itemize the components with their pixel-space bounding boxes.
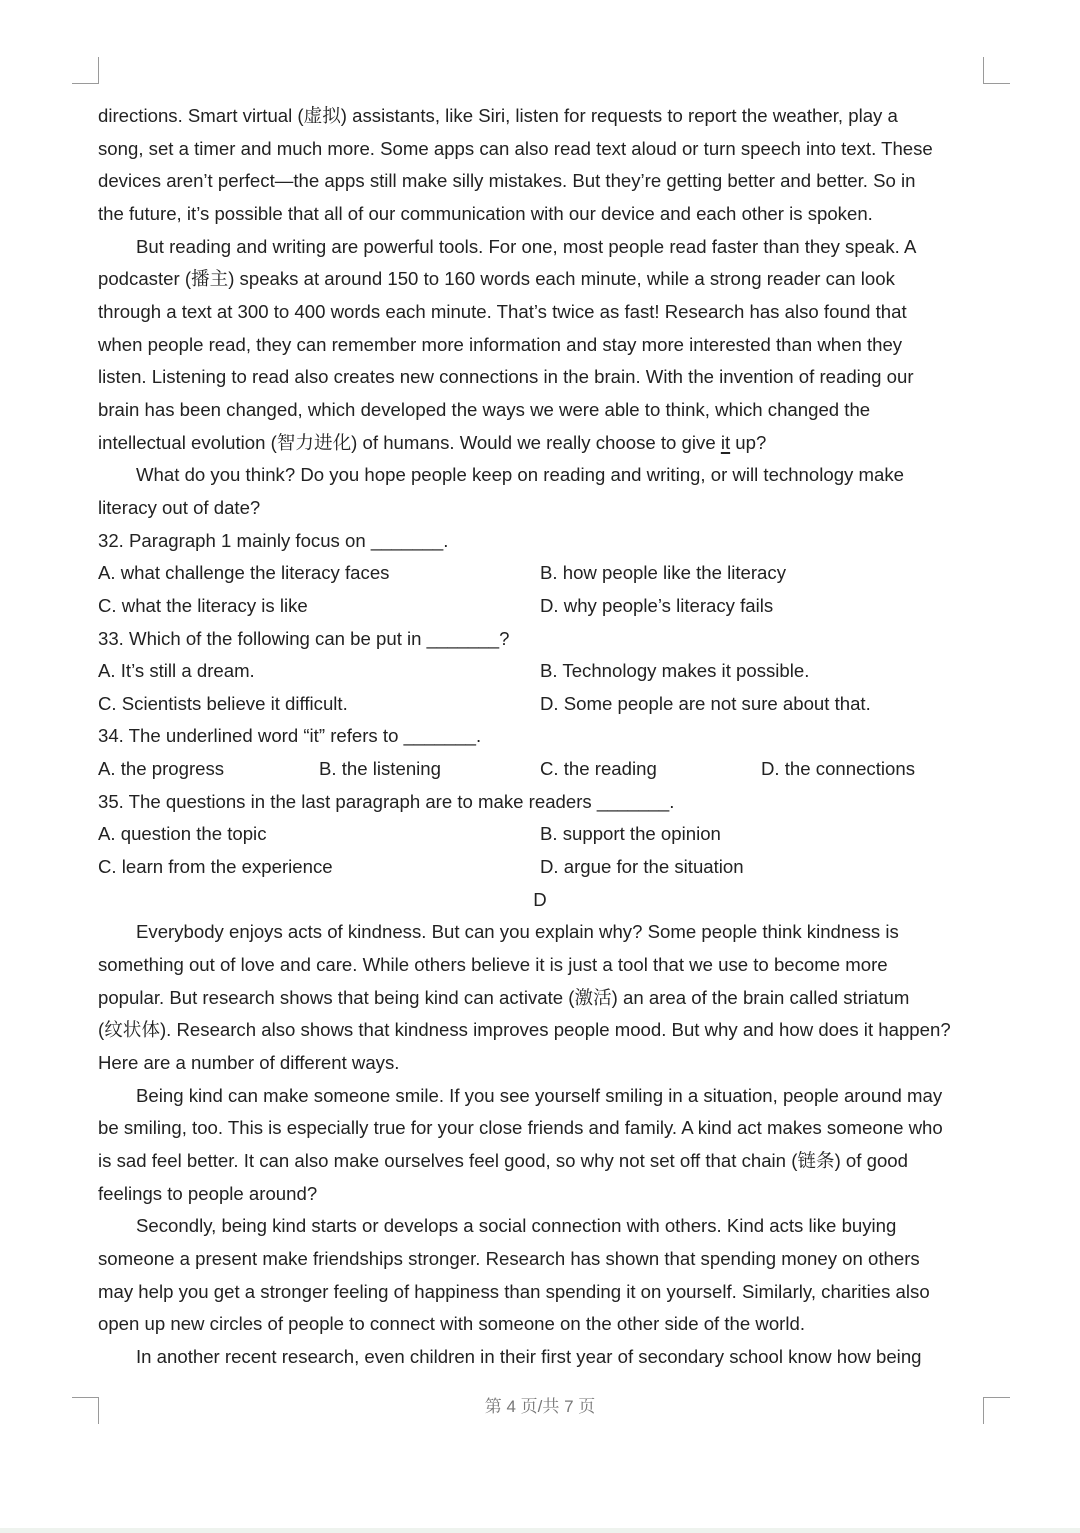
text-line: Being kind can make someone smile. If you see yourself smiling in a situation, people around may — [136, 1084, 943, 1106]
section-heading: D — [533, 888, 547, 910]
text-line: feelings to people around? — [98, 1182, 318, 1204]
text-line: 33. Which of the following can be put in _______? — [98, 627, 510, 649]
text-fragment: up? — [730, 431, 767, 453]
option-row — [98, 818, 998, 851]
text-line: listen. Listening to read also creates new connections in the brain. With the invention of reading our — [98, 366, 914, 388]
text-line: is sad feel better. It can also make ourselves feel good, so why not set off that chain (链条) of good — [98, 1150, 908, 1171]
text-line: through a text at 300 to 400 words each minute. That’s twice as fast! Research has also found that — [98, 300, 907, 322]
text-line: Everybody enjoys acts of kindness. But can you explain why? Some people think kindness is — [136, 921, 899, 943]
text-line: brain has been changed, which developed the ways we were able to think, which changed the — [98, 398, 871, 420]
text-line: literacy out of date? — [98, 496, 261, 518]
text-line: someone a present make friendships stronger. Research has shown that spending money on others — [98, 1247, 920, 1269]
text-line: popular. But research shows that being kind can activate (激活) an area of the brain called striatum — [98, 986, 910, 1008]
option-row — [98, 753, 998, 786]
answer-option: D. why people’s literacy fails — [540, 594, 774, 616]
text-line: song, set a timer and much more. Some apps can also read text aloud or turn speech into text. These — [98, 137, 933, 159]
answer-option: B. the listening — [319, 758, 441, 780]
text-line: podcaster (播主) speaks at around 150 to 160 words each minute, while a strong reader can look — [98, 268, 895, 290]
answer-option: A. question the topic — [98, 823, 267, 845]
option-row — [98, 655, 998, 688]
text-line: the future, it’s possible that all of our communication with our device and each other is spoken. — [98, 202, 873, 224]
document-body — [98, 100, 998, 1374]
text-line: when people read, they can remember more information and stay more interested than when they — [98, 333, 903, 355]
answer-option: B. how people like the literacy — [540, 562, 786, 584]
text-line: directions. Smart virtual (虚拟) assistants, like Siri, listen for requests to report the weather, play a — [98, 105, 898, 126]
text-line: In another recent research, even children in their first year of secondary school know how being — [136, 1345, 922, 1367]
option-row — [98, 590, 998, 623]
text-line: 35. The questions in the last paragraph are to make readers _______. — [98, 790, 675, 812]
answer-option: B. Technology makes it possible. — [540, 660, 810, 682]
underlined-word: it — [720, 431, 731, 453]
option-row — [98, 688, 998, 721]
answer-option: D. the connections — [761, 758, 916, 780]
text-line — [98, 427, 998, 460]
bottom-strip — [0, 1528, 1080, 1533]
text-line: devices aren’t perfect—the apps still make silly mistakes. But they’re getting better and better. So in — [98, 170, 916, 192]
answer-option: A. what challenge the literacy faces — [98, 562, 390, 584]
text-line: 34. The underlined word “it” refers to _______. — [98, 725, 482, 747]
text-fragment: intellectual evolution (智力进化) of humans. Would we really choose to give — [98, 431, 721, 453]
answer-option: A. It’s still a dream. — [98, 660, 255, 682]
answer-option: D. argue for the situation — [540, 856, 744, 878]
text-line: What do you think? Do you hope people keep on reading and writing, or will technology make — [136, 464, 904, 486]
text-line: But reading and writing are powerful tools. For one, most people read faster than they speak. A — [136, 235, 917, 257]
text-line: Secondly, being kind starts or develops a social connection with others. Kind acts like buying — [136, 1215, 897, 1237]
crop-mark-top-right — [983, 57, 1010, 84]
answer-option: C. the reading — [540, 758, 657, 780]
answer-option: B. support the opinion — [540, 823, 721, 845]
option-row — [98, 851, 998, 884]
text-line: be smiling, too. This is especially true for your close friends and family. A kind act makes someone who — [98, 1117, 943, 1139]
answer-option: A. the progress — [98, 758, 225, 780]
text-line: may help you get a stronger feeling of happiness than spending it on yourself. Similarly, charities also — [98, 1280, 930, 1302]
text-line: Here are a number of different ways. — [98, 1052, 400, 1074]
answer-option: D. Some people are not sure about that. — [540, 692, 871, 714]
page-number: 第 4 页/共 7 页 — [484, 1397, 596, 1416]
answer-option: C. what the literacy is like — [98, 594, 308, 616]
crop-mark-top-left — [72, 57, 99, 84]
text-line: something out of love and care. While others believe it is just a tool that we use to become more — [98, 954, 888, 976]
text-line: open up new circles of people to connect with someone on the other side of the world. — [98, 1313, 805, 1335]
text-line: 32. Paragraph 1 mainly focus on _______. — [98, 529, 449, 551]
answer-option: C. learn from the experience — [98, 856, 333, 878]
option-row — [98, 557, 998, 590]
answer-option: C. Scientists believe it difficult. — [98, 692, 348, 714]
text-line: (纹状体). Research also shows that kindness improves people mood. But why and how does it happen? — [98, 1019, 951, 1041]
